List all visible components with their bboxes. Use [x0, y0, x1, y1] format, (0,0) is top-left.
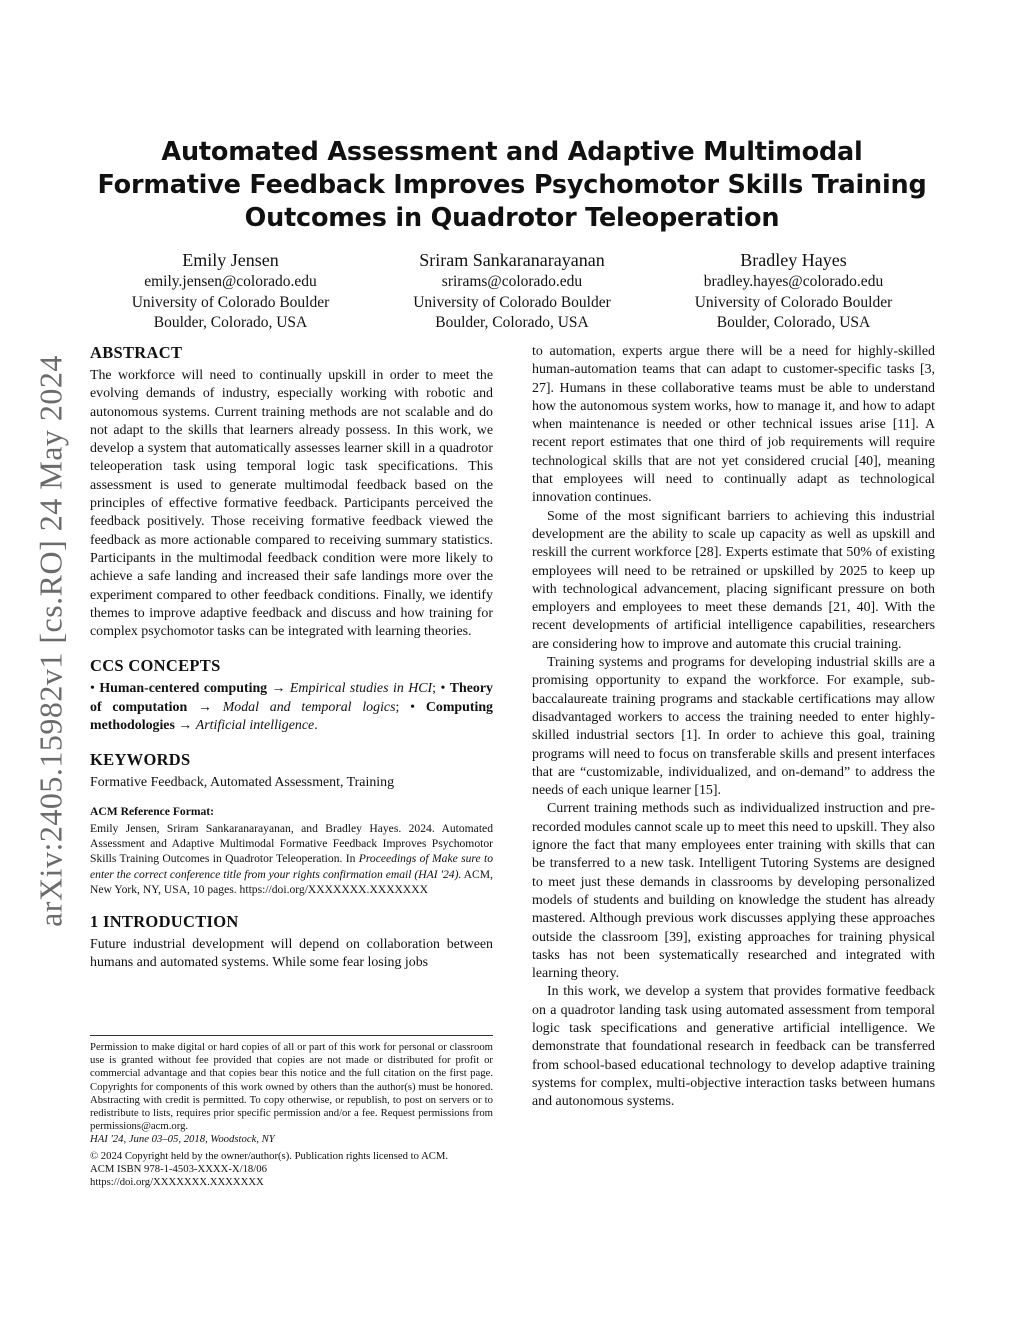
author-location: Boulder, Colorado, USA: [435, 314, 589, 331]
keywords-heading: KEYWORDS: [90, 750, 191, 770]
acm-reference-heading: ACM Reference Format:: [90, 804, 215, 818]
venue-text: HAI '24, June 03–05, 2018, Woodstock, NY: [90, 1133, 275, 1146]
keywords-text: Formative Feedback, Automated Assessment, Training: [90, 775, 395, 791]
right-column: [532, 343, 935, 1111]
intro-heading: 1 INTRODUCTION: [90, 911, 239, 931]
author-affiliation: University of Colorado Boulder: [694, 293, 893, 311]
copyright-text: © 2024 Copyright held by the owner/author(s). Publication rights licensed to ACM.: [90, 1149, 449, 1162]
author-2: [372, 249, 653, 334]
intro-paragraph-1: to automation, experts argue there will be a need for highly-skilled human-automation teams that can adapt to customer-specific tasks [3, 27]. Humans in these collaborative teams must be able to understand how the autonomous system works, how to manage it, and how to adapt when maintenance is needed or other technical issues arise [11]. A recent report estimates that one third of job requirements will require technological skills that are not yet considered crucial [40], meaning that employees will need to continually adapt as technological innovation continues.: [532, 344, 935, 506]
abstract-heading: ABSTRACT: [90, 343, 183, 362]
intro-text-left: Future industrial development will depend on collaboration between humans and automated systems. While some fear losing jobs: [90, 936, 493, 971]
intro-paragraph-5: In this work, we develop a system that provides formative feedback on a quadrotor landing task using automated assessment from temporal logic task specifications and generative artificial intelligence. We demonstrate that foundational research in feedback can be transferred from school-based educational technology to develop adaptive training systems for complex, multi-objective interaction tasks between humans and autonomous systems.: [532, 984, 935, 1110]
author-name: Emily Jensen: [182, 250, 279, 270]
intro-paragraph-4: Current training methods such as individualized instruction and pre-recorded modules cannot scale up to meet this need to upskill. They also ignore the fact that many employees enter training with skills that can be transferred to a new task. Intelligent Tutoring Systems are designed to meet just these demands in classrooms by developing personalized models of students and building on knowledge the student has already mastered. Although previous work discusses applying these approaches outside the classroom [39], existing approaches for training physical tasks has not been systematically researched and integrated with learning theory.: [532, 801, 935, 982]
left-column: [90, 343, 493, 973]
intro-paragraph-3: Training systems and programs for developing industrial skills are a promising opportunity to expand the workforce. For example, sub-baccalaureate training programs and stackable certifications may allow disadvantaged workers to access the training needed to enter highly-skilled industrial sectors [1]. In order to achieve this goal, training programs will need to focus on transferable skills and present interfaces that are “customizable, individualized, and on-demand” to address the needs of each unique learner [15].: [532, 655, 935, 799]
isbn-text: ACM ISBN 978-1-4503-XXXX-X/18/06: [90, 1162, 267, 1175]
acm-reference-text: Emily Jensen, Sriram Sankaranarayanan, and Bradley Hayes. 2024. Automated Assessment and Adaptive Multimodal Formative Feedback Improves Psychomotor Skills Training Outcomes in Quadrotor Teleoperation. In Proceedings of Make sure to enter the correct conference title from your rights confirmation email (HAI '24). ACM, New York, NY, USA, 10 pages. https://doi.org/XXXXXXX.XXXXXXX: [90, 821, 493, 896]
permission-footnote: [90, 1035, 493, 1189]
arxiv-stamp: [16, 341, 86, 941]
author-name: Bradley Hayes: [740, 250, 847, 270]
author-location: Boulder, Colorado, USA: [153, 314, 308, 331]
author-affiliation: University of Colorado Boulder: [413, 293, 611, 311]
author-block: [90, 249, 934, 334]
author-email: srirams@colorado.edu: [441, 273, 583, 290]
arxiv-stamp-text: arXiv:2405.15982v1 [cs.RO] 24 May 2024: [32, 355, 69, 927]
paper-title: Automated Assessment and Adaptive Multimodal Formative Feedback Improves Psychomotor Skills Training Outcomes in Quadrotor Teleoperation: [97, 137, 927, 233]
author-location: Boulder, Colorado, USA: [716, 314, 871, 331]
acm-reference: [90, 803, 493, 897]
permission-text: Permission to make digital or hard copies of all or part of this work for personal or classroom use is granted without fee provided that copies are not made or distributed for profit or commercial advantage and that copies bear this notice and the full citation on the first page. Copyrights for components of this work owned by others than the author(s) must be honored. Abstracting with credit is permitted. To copy otherwise, or republish, to post on servers or to redistribute to lists, requires prior specific permission and/or a fee. Request permissions from permissions@acm.org.: [90, 1041, 493, 1133]
author-email: emily.jensen@colorado.edu: [144, 273, 317, 290]
ccs-heading: CCS CONCEPTS: [90, 656, 221, 676]
abstract-text: The workforce will need to continually upskill in order to meet the evolving demands of industry, especially working with robotic and autonomous systems. Current training methods are not scalable and do not adapt to the skills that learners already possess. In this work, we develop a system that automatically assesses learner skill in a quadrotor teleoperation task using temporal logic task specifications. This assessment is used to generate multimodal feedback based on the principles of effective formative feedback. Participants perceived the feedback positively. Those receiving formative feedback viewed the feedback as more actionable compared to receiving summary statistics. Participants in the multimodal feedback condition were more likely to achieve a safe landing and increased their safe landings more over the experiment compared to other feedback conditions. Finally, we identify themes to improve adaptive feedback and discuss and how training for complex psychomotor tasks can be integrated with learning theories.: [90, 368, 493, 640]
author-name: Sriram Sankaranarayanan: [419, 250, 605, 270]
author-1: [90, 249, 371, 334]
intro-paragraph-2: Some of the most significant barriers to achieving this industrial development are the ability to scale up capacity as well as upskill and reskill the current workforce [28]. Experts estimate that 50% of existing employees will need to be retrained or upskilled by 2025 to keep up with technological advancement, placing significant pressure on both employers and employees to meet these demands [21, 40]. With the recent developments of artificial intelligence capabilities, researchers are considering how to improve and automate this crucial training.: [532, 508, 935, 652]
author-email: bradley.hayes@colorado.edu: [703, 273, 884, 290]
author-3: [653, 249, 934, 334]
footnote-rule: [90, 1035, 493, 1036]
author-affiliation: University of Colorado Boulder: [131, 293, 330, 311]
doi-text: https://doi.org/XXXXXXX.XXXXXXX: [90, 1176, 264, 1189]
ccs-concepts: • Human-centered computing → Empirical studies in HCI; • Theory of computation → Modal and temporal logics; • Computing methodologies → Artificial intelligence.: [90, 681, 493, 734]
